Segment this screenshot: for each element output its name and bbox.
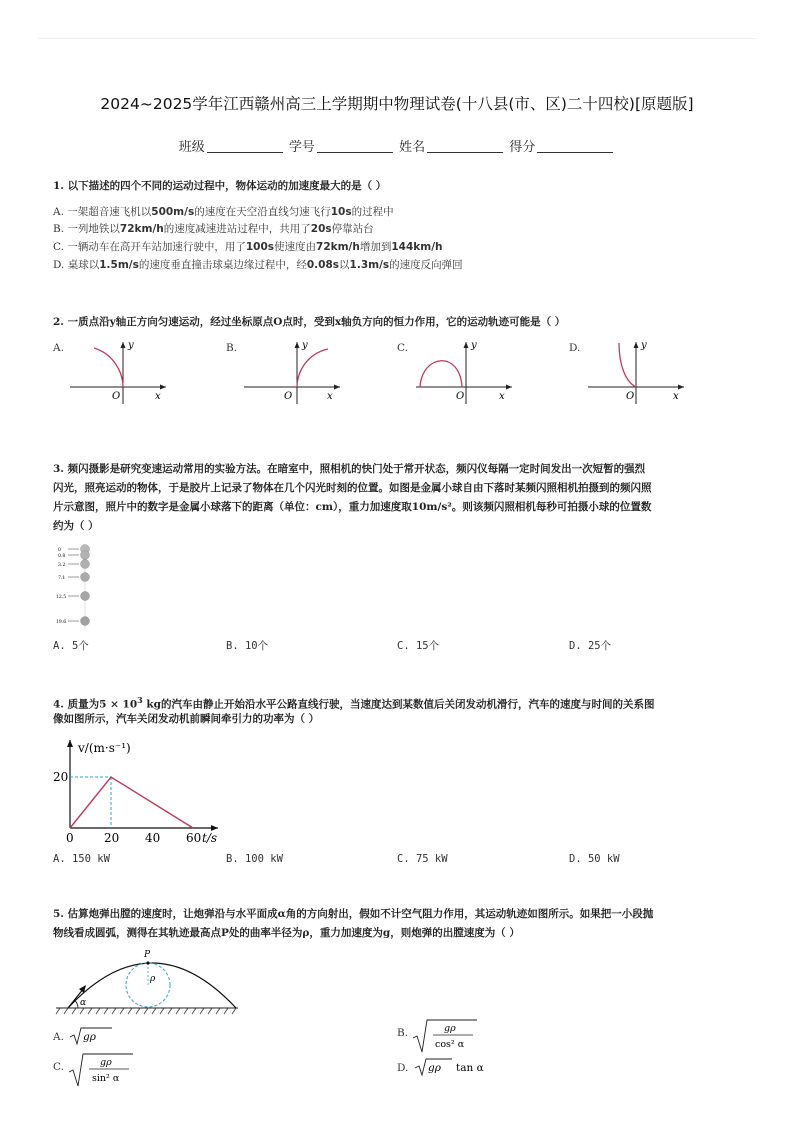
v-axis-label: v/(m·s⁻¹)	[78, 741, 131, 755]
q4-option-d[interactable]: D. 50 kW	[569, 853, 620, 865]
trajectory-curve	[619, 343, 636, 387]
alpha-label: α	[80, 998, 87, 1008]
strobe-mark-2	[58, 560, 90, 569]
svg-text:x: x	[499, 391, 505, 402]
svg-text:12.5: 12.5	[56, 595, 67, 600]
field-class: 班级	[178, 140, 205, 155]
q1-option-b[interactable]: B. 一列地铁以72km/h的速度减速进站过程中，共用了20s停靠站台	[53, 223, 374, 235]
svg-text:O: O	[284, 391, 293, 402]
ground-hatching	[56, 1008, 236, 1014]
q3-option-a[interactable]: A. 5个	[53, 640, 89, 652]
svg-text:y: y	[641, 340, 647, 351]
q4-vt-graph	[50, 734, 230, 846]
rho-label: ρ	[150, 974, 156, 984]
trajectory-curve	[94, 348, 123, 387]
q1-option-d[interactable]: D. 桌球以1.5m/s的速度垂直撞击球桌边缘过程中，经0.08s以1.3m/s的速度反向弹回	[53, 259, 463, 271]
svg-text:y: y	[302, 340, 308, 351]
v-axis-arrow	[67, 740, 73, 747]
q4-option-b[interactable]: B. 100 kW	[226, 853, 283, 865]
class-blank[interactable]	[207, 140, 283, 153]
svg-text:0: 0	[58, 548, 61, 553]
q5-option-a[interactable]: A. gρ	[53, 1025, 115, 1047]
x-tick-0: 0	[66, 831, 74, 845]
svg-text:y: y	[471, 340, 477, 351]
svg-text:0.8: 0.8	[58, 554, 66, 559]
q2-label-a[interactable]: A.	[53, 342, 64, 354]
q1-option-c[interactable]: C. 一辆动车在高开车站加速行驶中，用了100s使速度由72km/h增加到144km/h	[53, 241, 443, 253]
q3-stem-line1: 3. 频闪摄影是研究变速运动常用的实验方法。在暗室中，照相机的快门处于常开状态，频闪仪每隔一定时间发出一次短暂的强烈	[53, 463, 646, 475]
q3-stem-line4: 约为（ ）	[53, 520, 99, 532]
y-label: y	[128, 340, 134, 351]
x-tick-60: 60	[186, 831, 202, 845]
svg-text:7.1: 7.1	[58, 576, 66, 581]
sqrt-a-icon	[67, 1025, 115, 1047]
q3-stem-line2: 闪光，照亮运动的物体，于是胶片上记录了物体在几个闪光时刻的位置。如图是金属小球自由下落时某频闪照相机拍摄到的频闪照	[53, 482, 652, 494]
strobe-mark-1	[58, 551, 90, 560]
page-title: 2024~2025学年江西赣州高三上学期期中物理试卷(十八县(市、区)二十四校)[原题版]	[100, 95, 694, 113]
svg-text:gρ: gρ	[100, 1057, 112, 1068]
gravity-value: 10m/s²	[411, 501, 452, 513]
sqrt-d-icon	[412, 1056, 492, 1078]
student-info-row	[0, 136, 794, 155]
p-label: P	[144, 950, 151, 960]
q3-option-c[interactable]: C. 15个	[397, 640, 440, 652]
name-blank[interactable]	[427, 140, 503, 153]
svg-text:O: O	[626, 391, 635, 402]
svg-text:gρ: gρ	[83, 1031, 97, 1043]
q4-option-c[interactable]: C. 75 kW	[397, 853, 448, 865]
q3-stem-line3: 片示意图，照片中的数字是金属小球落下的距离（单位：cm），重力加速度取10m/s²。则该频闪照相机每秒可拍摄小球的位置数	[53, 501, 652, 513]
top-point	[146, 961, 149, 964]
x-label: x	[155, 391, 161, 402]
x-tick-40: 40	[145, 831, 161, 845]
svg-text:sin² α: sin² α	[92, 1073, 120, 1084]
q2-graph-c	[412, 338, 522, 408]
t-axis-label: t/s	[202, 831, 218, 845]
svg-text:3.2: 3.2	[58, 563, 66, 568]
q2-graph-a	[66, 338, 176, 408]
field-score: 得分	[509, 140, 536, 155]
svg-text:19.6: 19.6	[56, 620, 67, 625]
q3-option-d[interactable]: D. 25个	[569, 640, 612, 652]
q3-strobe-photo	[55, 541, 100, 633]
y-arrow	[121, 342, 126, 348]
field-name: 姓名	[399, 140, 426, 155]
q5-option-d[interactable]: D. gρ tan α	[397, 1056, 492, 1078]
q5-trajectory-figure	[54, 944, 244, 1018]
x-tick-20: 20	[104, 831, 120, 845]
strobe-mark-3	[58, 573, 90, 582]
velocity-series-line	[70, 777, 193, 828]
q5-stem-line1: 5. 估算炮弹出膛的速度时，让炮弹沿与水平面成α角的方向射出，假如不计空气阻力作用，其运动轨迹如图所示。如果把一小段抛	[53, 908, 654, 920]
number-blank[interactable]	[317, 140, 393, 153]
projectile-arc	[68, 963, 236, 1008]
q4-option-a[interactable]: A. 150 kW	[53, 853, 110, 865]
trajectory-curve	[297, 349, 328, 387]
svg-text:cos² α: cos² α	[435, 1039, 465, 1050]
q2-label-b[interactable]: B.	[226, 342, 238, 354]
sqrt-c-icon	[67, 1052, 137, 1088]
svg-text:tan α: tan α	[455, 1062, 484, 1074]
strobe-mark-5	[56, 617, 90, 626]
svg-text:gρ: gρ	[444, 1023, 456, 1034]
svg-text:x: x	[327, 391, 333, 402]
q2-label-d[interactable]: D.	[569, 342, 581, 354]
q2-stem: 2. 一质点沿y轴正方向匀速运动，经过坐标原点O点时，受到x轴负方向的恒力作用，它的运动轨迹可能是（ ）	[53, 316, 566, 328]
svg-text:O: O	[456, 391, 465, 402]
q5-stem-line2: 物线看成圆弧，测得在其轨迹最高点P处的曲率半径为ρ，重力加速度为g，则炮弹的出膛速度为（ ）	[53, 927, 520, 939]
q2-label-c[interactable]: C.	[397, 342, 408, 354]
header-rule	[38, 38, 756, 39]
svg-text:gρ: gρ	[427, 1062, 441, 1074]
q4-stem-line2: 像如图所示，汽车关闭发动机前瞬间牵引力的功率为（ ）	[53, 713, 320, 725]
field-number: 学号	[288, 140, 315, 155]
q3-option-b[interactable]: B. 10个	[226, 640, 269, 652]
sqrt-b-icon	[411, 1018, 481, 1054]
y-tick-20: 20	[53, 770, 69, 784]
trajectory-curve	[420, 361, 462, 387]
x-arrow	[160, 385, 166, 390]
q2-graph-b	[240, 338, 350, 408]
strobe-mark-4	[56, 592, 90, 601]
q1-stem: 1. 以下描述的四个不同的运动过程中，物体运动的加速度最大的是（ ）	[53, 180, 387, 192]
q2-graph-d	[584, 338, 694, 408]
score-blank[interactable]	[537, 140, 613, 153]
origin-label: O	[112, 391, 121, 402]
svg-text:x: x	[673, 391, 679, 402]
q4-stem-line1: 4. 质量为$5 \times 10^3$ kg的汽车由静止开始沿水平公路直线行驶，当速度达到某数值后关闭发动机滑行，汽车的速度与时间的关系图	[53, 695, 655, 711]
q1-option-a[interactable]: A. 一架超音速飞机以500m/s的速度在天空沿直线匀速飞行10s的过程中	[53, 206, 394, 218]
